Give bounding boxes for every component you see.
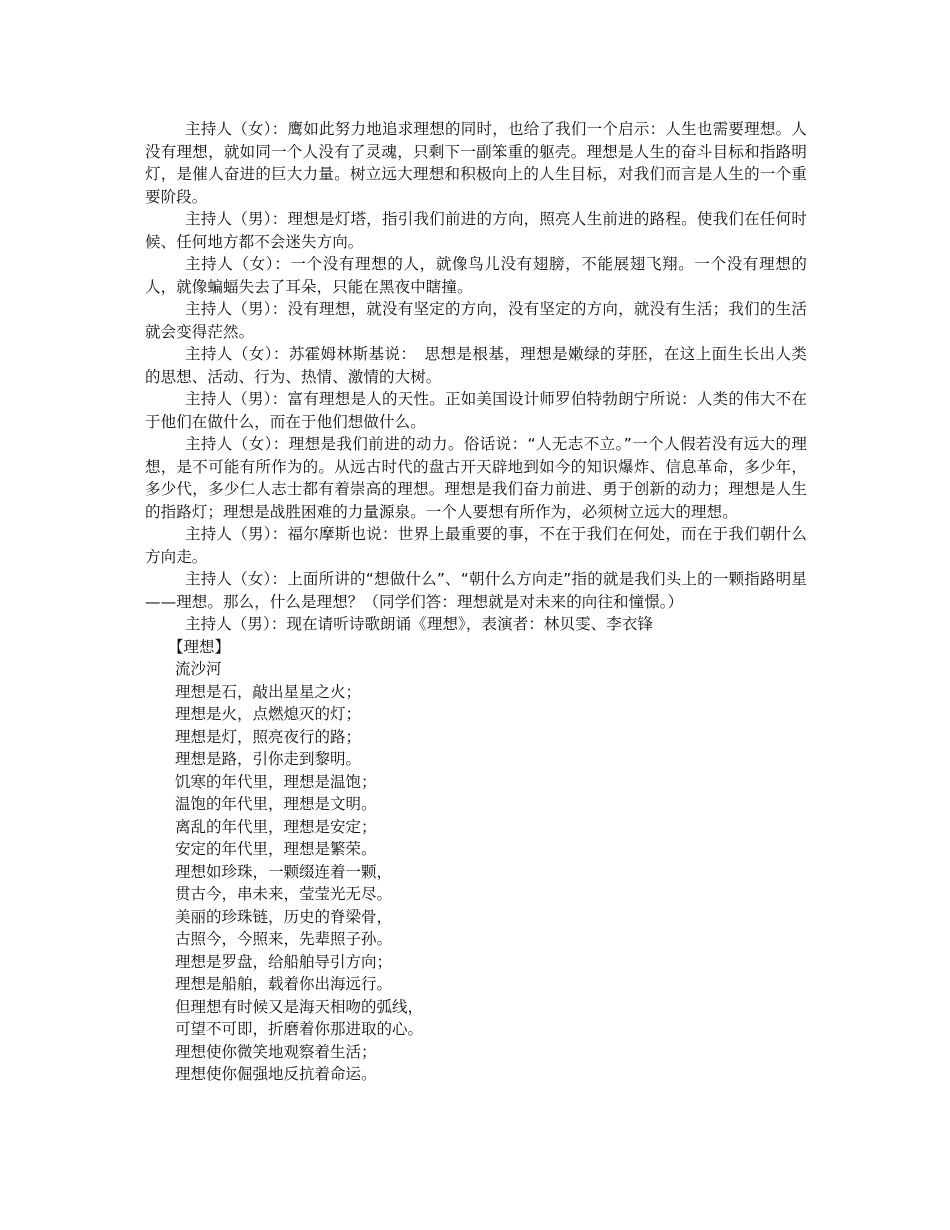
poem-line: 温饱的年代里，理想是文明。 [175,795,377,813]
poem-line: 理想如珍珠，一颗缀连着一颗， [175,862,393,881]
dialogue-paragraph: 主持人（男）：福尔摩斯也说：世界上最重要的事，不在于我们在何处，而在于我们朝什么方向走。 [145,525,807,566]
dialogue-paragraph: 主持人（女）：鹰如此努力地追求理想的同时，也给了我们一个启示：人生也需要理想。人没有理想，就如同一个人没有了灵魂，只剩下一副笨重的躯壳。理想是人生的奋斗目标和指路明灯，是催人奋进的巨大力量。树立远大理想和积极向上的人生目标，对我们而言是人生的一个重要阶段。 [145,120,807,206]
dialogue-paragraph: 主持人（男）：富有理想是人的天性。正如美国设计师罗伯特勃朗宁所说：人类的伟大不在于他们在做什么，而在于他们想做什么。 [145,390,807,431]
poem-line: 美丽的珍珠链，历史的脊梁骨， [175,907,393,926]
dialogue-paragraph: 主持人（女）：上面所讲的“想做什么”、“朝什么方向走”指的就是我们头上的一颗指路明星——理想。那么，什么是理想？（同学们答：理想就是对未来的向往和憧憬。） [145,570,807,611]
poem-line: 理想是路，引你走到黎明。 [175,750,362,768]
dialogue-paragraph: 主持人（女）：理想是我们前进的动力。俗话说：“人无志不立。”一个人假若没有远大的理想，是不可能有所作为的。从远古时代的盘古开天辟地到如今的知识爆炸、信息革命，多少年，多少代，多少仁人志士都有着崇高的理想。理想是我们奋力前进、勇于创新的动力；理想是人生的指路灯；理想是战胜困难的力量源泉。一个人要想有所作为，必须树立远大的理想。 [145,435,807,521]
poem-line: 理想是灯，照亮夜行的路； [175,727,362,746]
poem-line: 可望不可即，折磨着你那进取的心。 [175,1020,424,1038]
poem-line: 安定的年代里，理想是繁荣。 [175,840,377,858]
poem-title: 【理想】 [168,637,231,656]
poem-line: 古照今，今照来，先辈照子孙。 [175,930,393,948]
poem-line: 理想使你倔强地反抗着命运。 [175,1065,377,1083]
poem-line: 理想是船舶，载着你出海远行。 [175,975,393,993]
poem-line: 但理想有时候又是海天相吻的弧线， [175,997,424,1016]
document-body [145,118,807,1086]
dialogue-paragraph: 主持人（女）：苏霍姆林斯基说： 思想是根基，理想是嫩绿的芽胚，在这上面生长出人类的思想、活动、行为、热情、激情的大树。 [145,345,807,386]
poem-line: 离乱的年代里，理想是安定； [175,817,377,836]
poem-line: 理想是火，点燃熄灭的灯； [175,705,362,723]
poem-line: 饥寒的年代里，理想是温饱； [175,772,377,791]
dialogue-paragraph: 主持人（男）：没有理想，就没有坚定的方向，没有坚定的方向，就没有生活；我们的生活就会变得茫然。 [145,300,807,341]
poem-author: 流沙河 [175,660,222,678]
dialogue-paragraph: 主持人（男）：现在请听诗歌朗诵《理想》，表演者：林贝雯、李衣锋 [185,615,654,633]
poem-line: 理想使你微笑地观察着生活； [175,1042,377,1061]
dialogue-paragraph: 主持人（女）：一个没有理想的人，就像鸟儿没有翅膀，不能展翅飞翔。一个没有理想的人，就像蝙蝠失去了耳朵，只能在黑夜中瞎撞。 [145,255,807,296]
poem-line: 理想是石，敲出星星之火； [175,682,362,701]
poem-line: 理想是罗盘，给船舶导引方向； [175,952,393,971]
poem-line: 贯古今，串未来，莹莹光无尽。 [175,885,393,903]
dialogue-paragraph: 主持人（男）：理想是灯塔，指引我们前进的方向，照亮人生前进的路程。使我们在任何时候、任何地方都不会迷失方向。 [145,210,807,251]
